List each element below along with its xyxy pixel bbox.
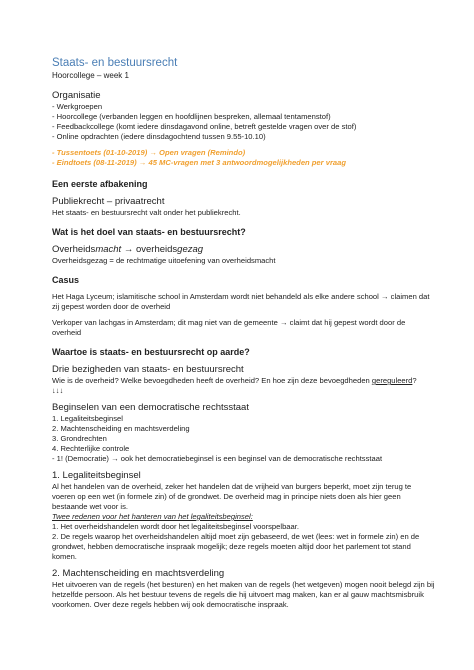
page-subtitle: Hoorcollege – week 1 xyxy=(52,71,129,80)
machten-text: Het uitvoeren van de regels (het besturen) en het maken van de regels (het wetgeven) mogen nooit belegd zijn bij hetzelfde persoon. Als het bestuur tevens de regels die hij uitvoert mag maken, kan er al gauw machtsmisbruik voorkomen. Over deze regels hebben wij ook democratische inspraak. xyxy=(52,580,435,609)
doel-heading: Wat is het doel van staats- en bestuursrecht? xyxy=(52,227,246,237)
organisatie-item: - Online opdrachten (iedere dinsdagochtend tussen 9.55-10.10) xyxy=(52,132,266,141)
doel-text: Overheidsgezag = de rechtmatige uitoefening van overheidsmacht xyxy=(52,256,276,265)
organisatie-item: - Hoorcollege (verbanden leggen en hoofdlijnen bespreken, allemaal tentamenstof) xyxy=(52,112,331,121)
beginsel-item: 2. Machtenscheiding en machtsverdeling xyxy=(52,424,190,433)
page-title: Staats- en bestuursrecht xyxy=(52,57,178,69)
machten-heading: 2. Machtenscheiding en machtsverdeling xyxy=(52,568,225,579)
toets-item: - Tussentoets (01-10-2019) → Open vragen (Remindo) xyxy=(52,148,246,157)
casus-paragraph: Het Haga Lyceum; islamitische school in Amsterdam wordt niet behandeld als elke andere school → claimen dat zij gepest worden door de overheid xyxy=(52,292,430,311)
organisatie-item: - Feedbackcollege (komt iedere dinsdagavond online, betreft gestelde vragen over de stof) xyxy=(52,122,357,131)
afbakening-text: Het staats- en bestuursrecht valt onder het publiekrecht. xyxy=(52,208,241,217)
beginsel-item: - 1! (Democratie) → ook het democratiebeginsel is een beginsel van de democratische rechtsstaat xyxy=(52,454,383,463)
legaliteit-heading: 1. Legaliteitsbeginsel xyxy=(52,470,141,481)
legaliteit-reden: 2. De regels waarop het overheidshandelen altijd moet zijn gebaseerd, de wet (lees: wet in formele zin) en de grondwet, hebben democratische inspraak mogelijk; deze regels moeten altijd door het parlement tot stand komen. xyxy=(52,532,420,561)
waartoe-heading: Waartoe is staats- en bestuursrecht op aarde? xyxy=(52,347,250,357)
doel-subheading: Overheidsmacht → overheidsgezag xyxy=(52,244,204,255)
down-arrows: ↓↓↓ xyxy=(52,386,64,395)
beginsel-item: 1. Legaliteitsbeginsel xyxy=(52,414,123,423)
organisatie-item: - Werkgroepen xyxy=(52,102,103,111)
organisatie-heading: Organisatie xyxy=(52,90,101,101)
waartoe-subheading: Drie bezigheden van staats- en bestuursrecht xyxy=(52,364,244,375)
legaliteit-text: Al het handelen van de overheid, zeker het handelen dat de vrijheid van burgers beperkt, moet zijn terug te voeren op een wet (in formele zin) of de grondwet. De overheid mag in principe niets doen als hier geen bestaande wet voor is. xyxy=(52,482,412,511)
legaliteit-reden: 1. Het overheidshandelen wordt door het legaliteitsbeginsel voorspelbaar. xyxy=(52,522,299,531)
afbakening-subheading: Publiekrecht – privaatrecht xyxy=(52,196,165,207)
afbakening-heading: Een eerste afbakening xyxy=(52,179,148,189)
legaliteit-redenen: Twee redenen voor het hanteren van het legaliteitsbeginsel: xyxy=(52,512,253,521)
beginsel-item: 3. Grondrechten xyxy=(52,434,107,443)
beginsel-item: 4. Rechterlijke controle xyxy=(52,444,130,453)
waartoe-question: Wie is de overheid? Welke bevoegdheden heeft de overheid? En hoe zijn deze bevoegdheden gereguleerd? xyxy=(52,376,417,385)
beginselen-heading: Beginselen van een democratische rechtsstaat xyxy=(52,402,249,413)
casus-heading: Casus xyxy=(52,275,80,285)
casus-paragraph: Verkoper van lachgas in Amsterdam; dit mag niet van de gemeente → claimt dat hij gepest wordt door de overheid xyxy=(52,318,406,337)
toets-item: - Eindtoets (08-11-2019) → 45 MC-vragen met 3 antwoordmogelijkheden per vraag xyxy=(52,158,346,167)
